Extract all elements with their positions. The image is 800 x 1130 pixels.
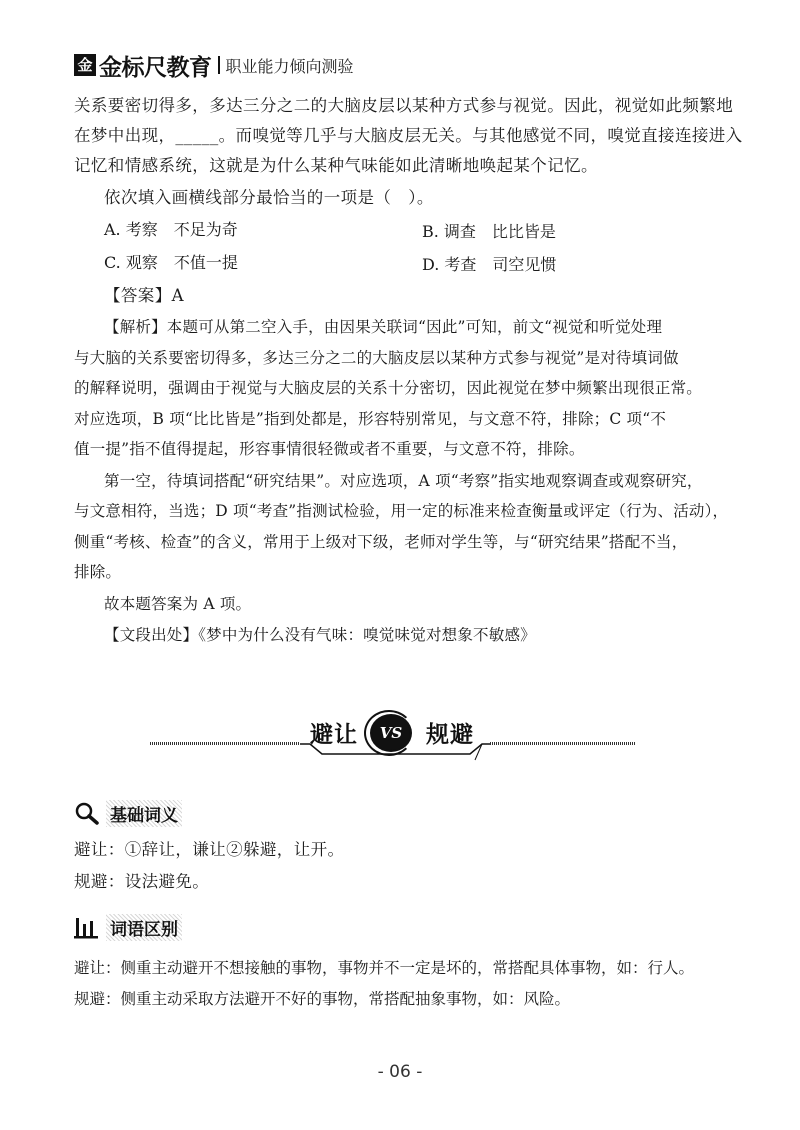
answer-line: 【答案】A xyxy=(104,286,184,305)
explanation-line: 值一提”指不值得提起，形容事情很轻微或者不重要，与文意不符，排除。 xyxy=(74,440,585,458)
magnifier-icon xyxy=(74,801,100,825)
section-right-word: 规避 xyxy=(426,722,474,748)
passage-line: 关系要密切得多，多达三分之二的大脑皮层以某种方式参与视觉。因此，视觉如此频繁地 xyxy=(74,96,734,115)
explanation-line: 排除。 xyxy=(74,563,122,581)
option-d: D. 考查 司空见惯 xyxy=(422,255,557,274)
meaning-line: 规避：设法避免。 xyxy=(74,872,210,891)
explanation-line: 的解释说明，强调由于视觉与大脑皮层的关系十分密切，因此视觉在梦中频繁出现很正常。 xyxy=(74,379,703,397)
difference-line: 避让：侧重主动避开不想接触的事物，事物并不一定是坏的，常搭配具体事物，如：行人。 xyxy=(74,959,695,977)
header-subtitle: 职业能力倾向测验 xyxy=(225,56,354,76)
header-separator xyxy=(218,56,220,74)
bar-chart-icon xyxy=(74,915,100,939)
page-header xyxy=(74,50,354,80)
page-number: - 06 - xyxy=(377,1062,423,1082)
meaning-line: 避让：①辞让，谦让②躲避，让开。 xyxy=(74,840,345,859)
brand-logo-icon xyxy=(74,54,96,76)
difference-heading xyxy=(74,914,182,940)
basic-meaning-label: 基础词义 xyxy=(106,800,182,827)
vs-badge-icon xyxy=(370,714,412,752)
passage-line: 记忆和情感系统，这就是为什么某种气味能如此清晰地唤起某个记忆。 xyxy=(74,156,598,175)
explanation-line: 第一空，待填词搭配“研究结果”。对应选项，A 项“考察”指实地观察调查或观察研究， xyxy=(104,472,703,490)
passage-line: 在梦中出现，_____。而嗅觉等几乎与大脑皮层无关。与其他感觉不同，嗅觉直接连接进入 xyxy=(74,126,743,145)
explanation-line: 与大脑的关系要密切得多，多达三分之二的大脑皮层以某种方式参与视觉”是对待填词做 xyxy=(74,349,679,367)
basic-meaning-heading xyxy=(74,800,182,826)
question-prompt: 依次填入画横线部分最恰当的一项是（ ）。 xyxy=(104,188,434,207)
source-line: 【文段出处】《梦中为什么没有气味：嗅觉味觉对想象不敏感》 xyxy=(104,626,536,644)
conclusion-line: 故本题答案为 A 项。 xyxy=(104,595,252,613)
option-c: C. 观察 不值一提 xyxy=(104,253,238,272)
explanation-line: 与文意相符，当选；D 项“考查”指测试检验，用一定的标准来检查衡量或评定（行为、活动）， xyxy=(74,502,729,520)
logo-glyph: 金 xyxy=(77,55,93,74)
difference-line: 规避：侧重主动采取方法避开不好的事物，常搭配抽象事物，如：风险。 xyxy=(74,990,571,1008)
explanation-line: 【解析】本题可从第二空入手，由因果关联词“因此”可知，前文“视觉和听觉处理 xyxy=(104,318,663,336)
difference-label: 词语区别 xyxy=(106,914,182,941)
brand-name: 金标尺教育 xyxy=(99,54,212,81)
option-a: A. 考察 不足为奇 xyxy=(104,220,238,239)
section-left-word: 避让 xyxy=(310,722,358,748)
section-divider xyxy=(150,712,635,772)
option-b: B. 调查 比比皆是 xyxy=(422,222,556,241)
explanation-line: 对应选项，B 项“比比皆是”指到处都是，形容特别常见，与文意不符，排除；C 项“不 xyxy=(74,410,667,428)
explanation-line: 侧重“考核、检查”的含义，常用于上级对下级，老师对学生等，与“研究结果”搭配不当， xyxy=(74,533,688,551)
vs-text: VS xyxy=(379,724,403,742)
